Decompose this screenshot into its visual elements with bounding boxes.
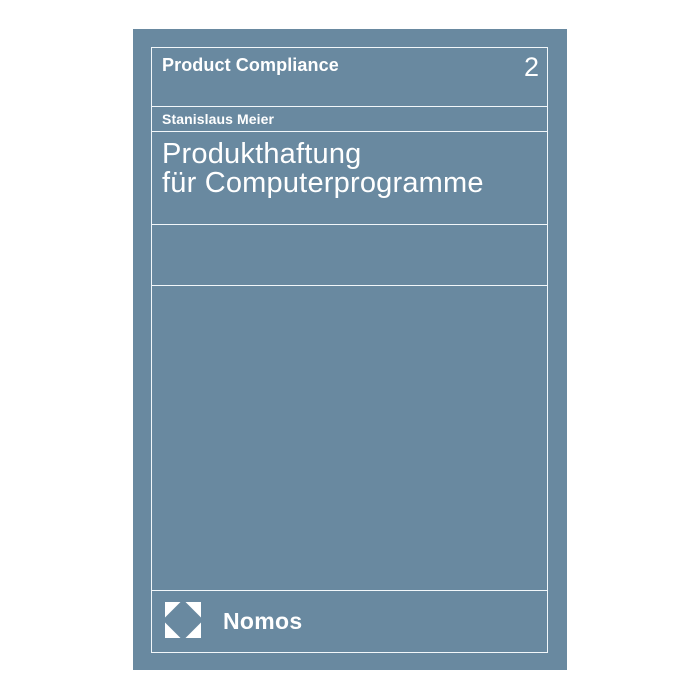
- volume-number: 2: [523, 52, 539, 82]
- empty-strip-section: [152, 225, 547, 286]
- title-section: [152, 132, 547, 225]
- publisher-name: Nomos: [223, 608, 303, 634]
- diamond-shape: [162, 599, 203, 640]
- nomos-diamond-icon: [165, 602, 201, 638]
- publisher-section: [152, 591, 547, 652]
- author-name: Stanislaus Meier: [162, 111, 275, 127]
- author-section: [152, 107, 547, 132]
- cover-frame: [151, 47, 548, 653]
- blank-body-section: [152, 286, 547, 591]
- series-title: Product Compliance: [162, 55, 339, 75]
- book-title-line-2: für Computerprogramme: [162, 167, 484, 199]
- book-title-line-1: Produkthaftung: [162, 138, 362, 170]
- series-header-section: [152, 48, 547, 107]
- book-cover: [133, 29, 567, 670]
